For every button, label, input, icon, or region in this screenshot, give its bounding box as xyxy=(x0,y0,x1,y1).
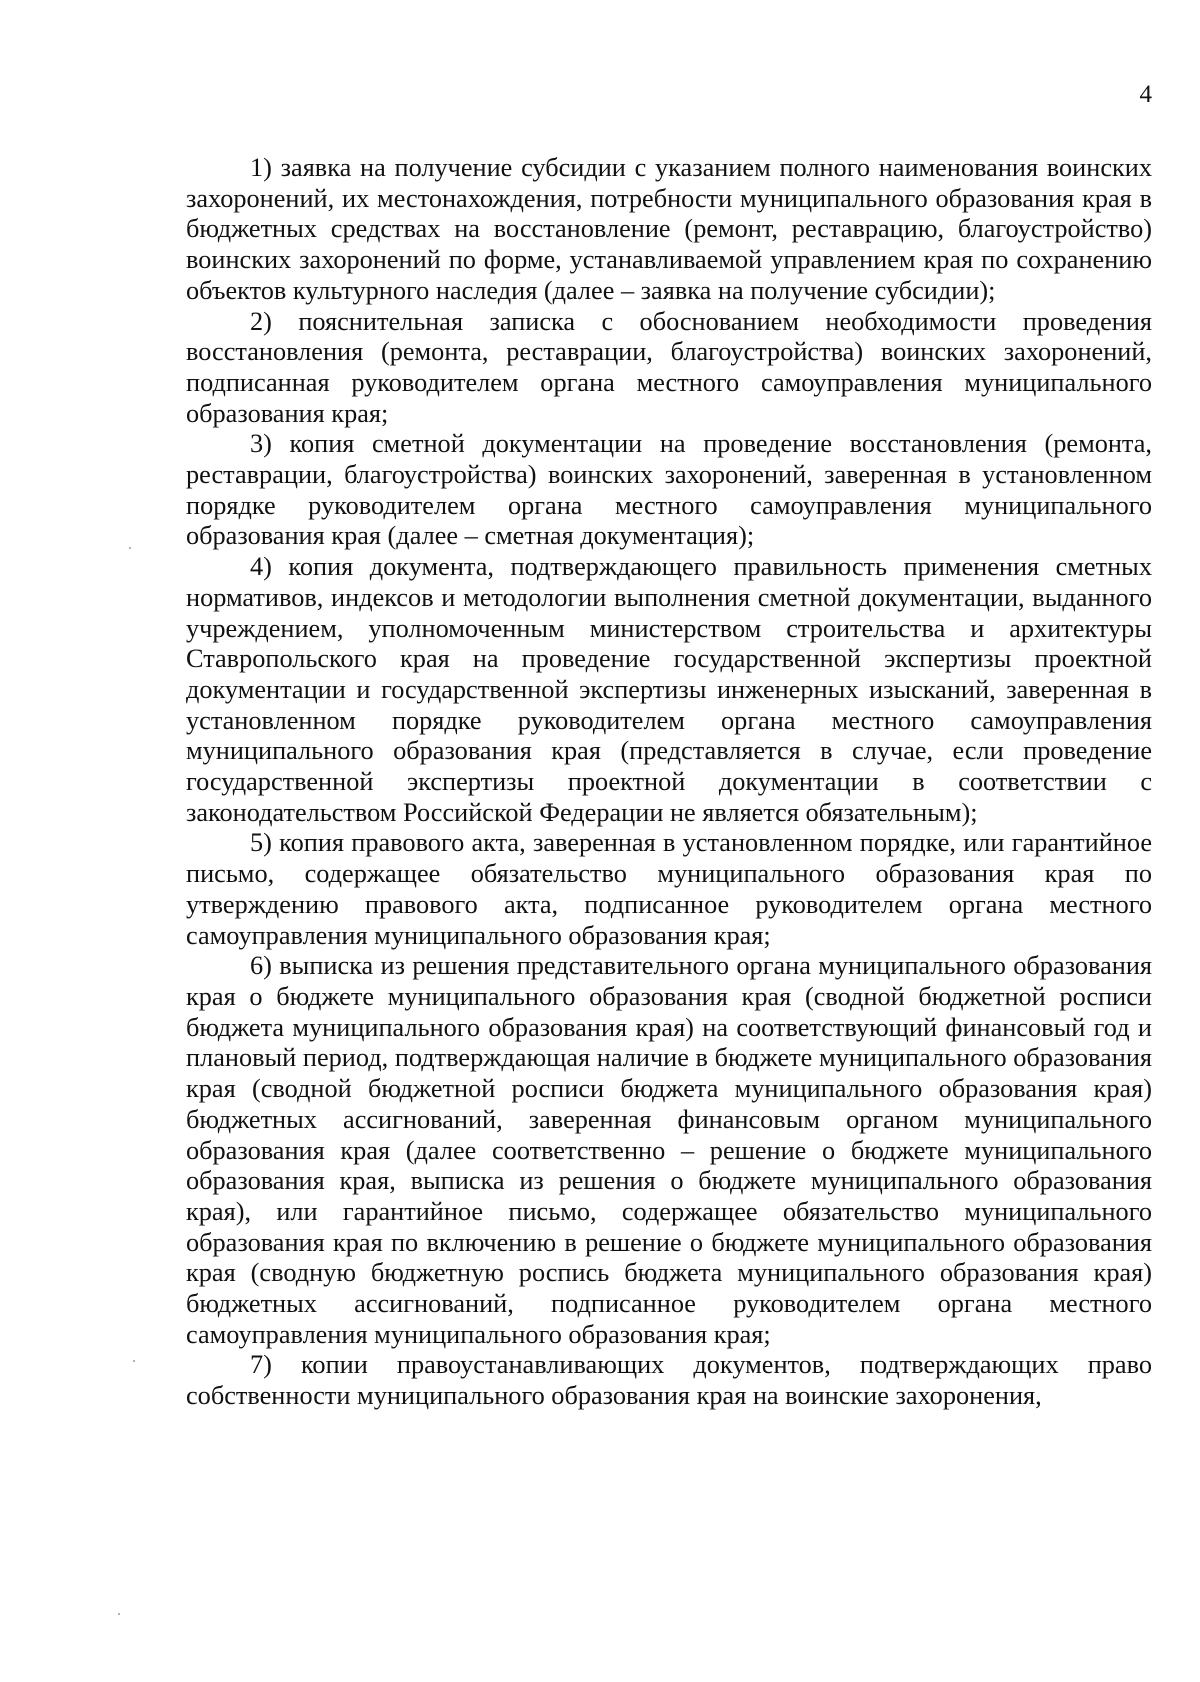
scan-speck xyxy=(133,1360,135,1362)
list-item-4: 4) копия документа, подтверждающего правильность применения сметных нормативов, индексов и методологии выполнения сметной документации, выданного учреждением, уполномоченным министерством строительства и архитектуры Ставропольского края на проведение государственной экспертизы проектной документации и государственной экспертизы инженерных изысканий, заверенная в установленном порядке руководителем органа местного самоуправления муниципального образования края (представляется в случае, если проведение государственной экспертизы проектной документации в соответствии с законодательством Российской Федерации не является обязательным); xyxy=(186,552,1152,827)
document-body xyxy=(186,153,1152,1412)
list-item-1: 1) заявка на получение субсидии с указанием полного наименования воинских захоронений, их местонахождения, потребности муниципального образования края в бюджетных средствах на восстановление (ремонт, реставрацию, благоустройство) воинских захоронений по форме, устанавливаемой управлением края по сохранению объектов культурного наследия (далее – заявка на получение субсидии); xyxy=(186,153,1152,305)
scan-speck xyxy=(129,547,131,549)
page-number: 4 xyxy=(1139,81,1152,108)
list-item-3: 3) копия сметной документации на проведение восстановления (ремонта, реставрации, благоустройства) воинских захоронений, заверенная в установленном порядке руководителем органа местного самоуправления муниципального образования края (далее – сметная документация); xyxy=(186,429,1152,551)
list-item-2: 2) пояснительная записка с обоснованием необходимости проведения восстановления (ремонта, реставрации, благоустройства) воинских захоронений, подписанная руководителем органа местного самоуправления муниципального образования края; xyxy=(186,306,1152,428)
list-item-7: 7) копии правоустанавливающих документов, подтверждающих право собственности муниципального образования края на воинские захоронения, xyxy=(186,1350,1152,1411)
list-item-5: 5) копия правового акта, заверенная в установленном порядке, или гарантийное письмо, содержащее обязательство муниципального образования края по утверждению правового акта, подписанное руководителем органа местного самоуправления муниципального образования края; xyxy=(186,828,1152,950)
list-item-6: 6) выписка из решения представительного органа муниципального образования края о бюджете муниципального образования края (сводной бюджетной росписи бюджета муниципального образования края) на соответствующий финансовый год и плановый период, подтверждающая наличие в бюджете муниципального образования края (сводной бюджетной росписи бюджета муниципального образования края) бюджетных ассигнований, заверенная финансовым органом муниципального образования края (далее соответственно – решение о бюджете муниципального образования края, выписка из решения о бюджете муниципального образования края), или гарантийное письмо, содержащее обязательство муниципального образования края по включению в решение о бюджете муниципального образования края (сводную бюджетную роспись бюджета муниципального образования края) бюджетных ассигнований, подписанное руководителем органа местного самоуправления муниципального образования края; xyxy=(186,951,1152,1349)
scan-speck xyxy=(118,1613,120,1615)
